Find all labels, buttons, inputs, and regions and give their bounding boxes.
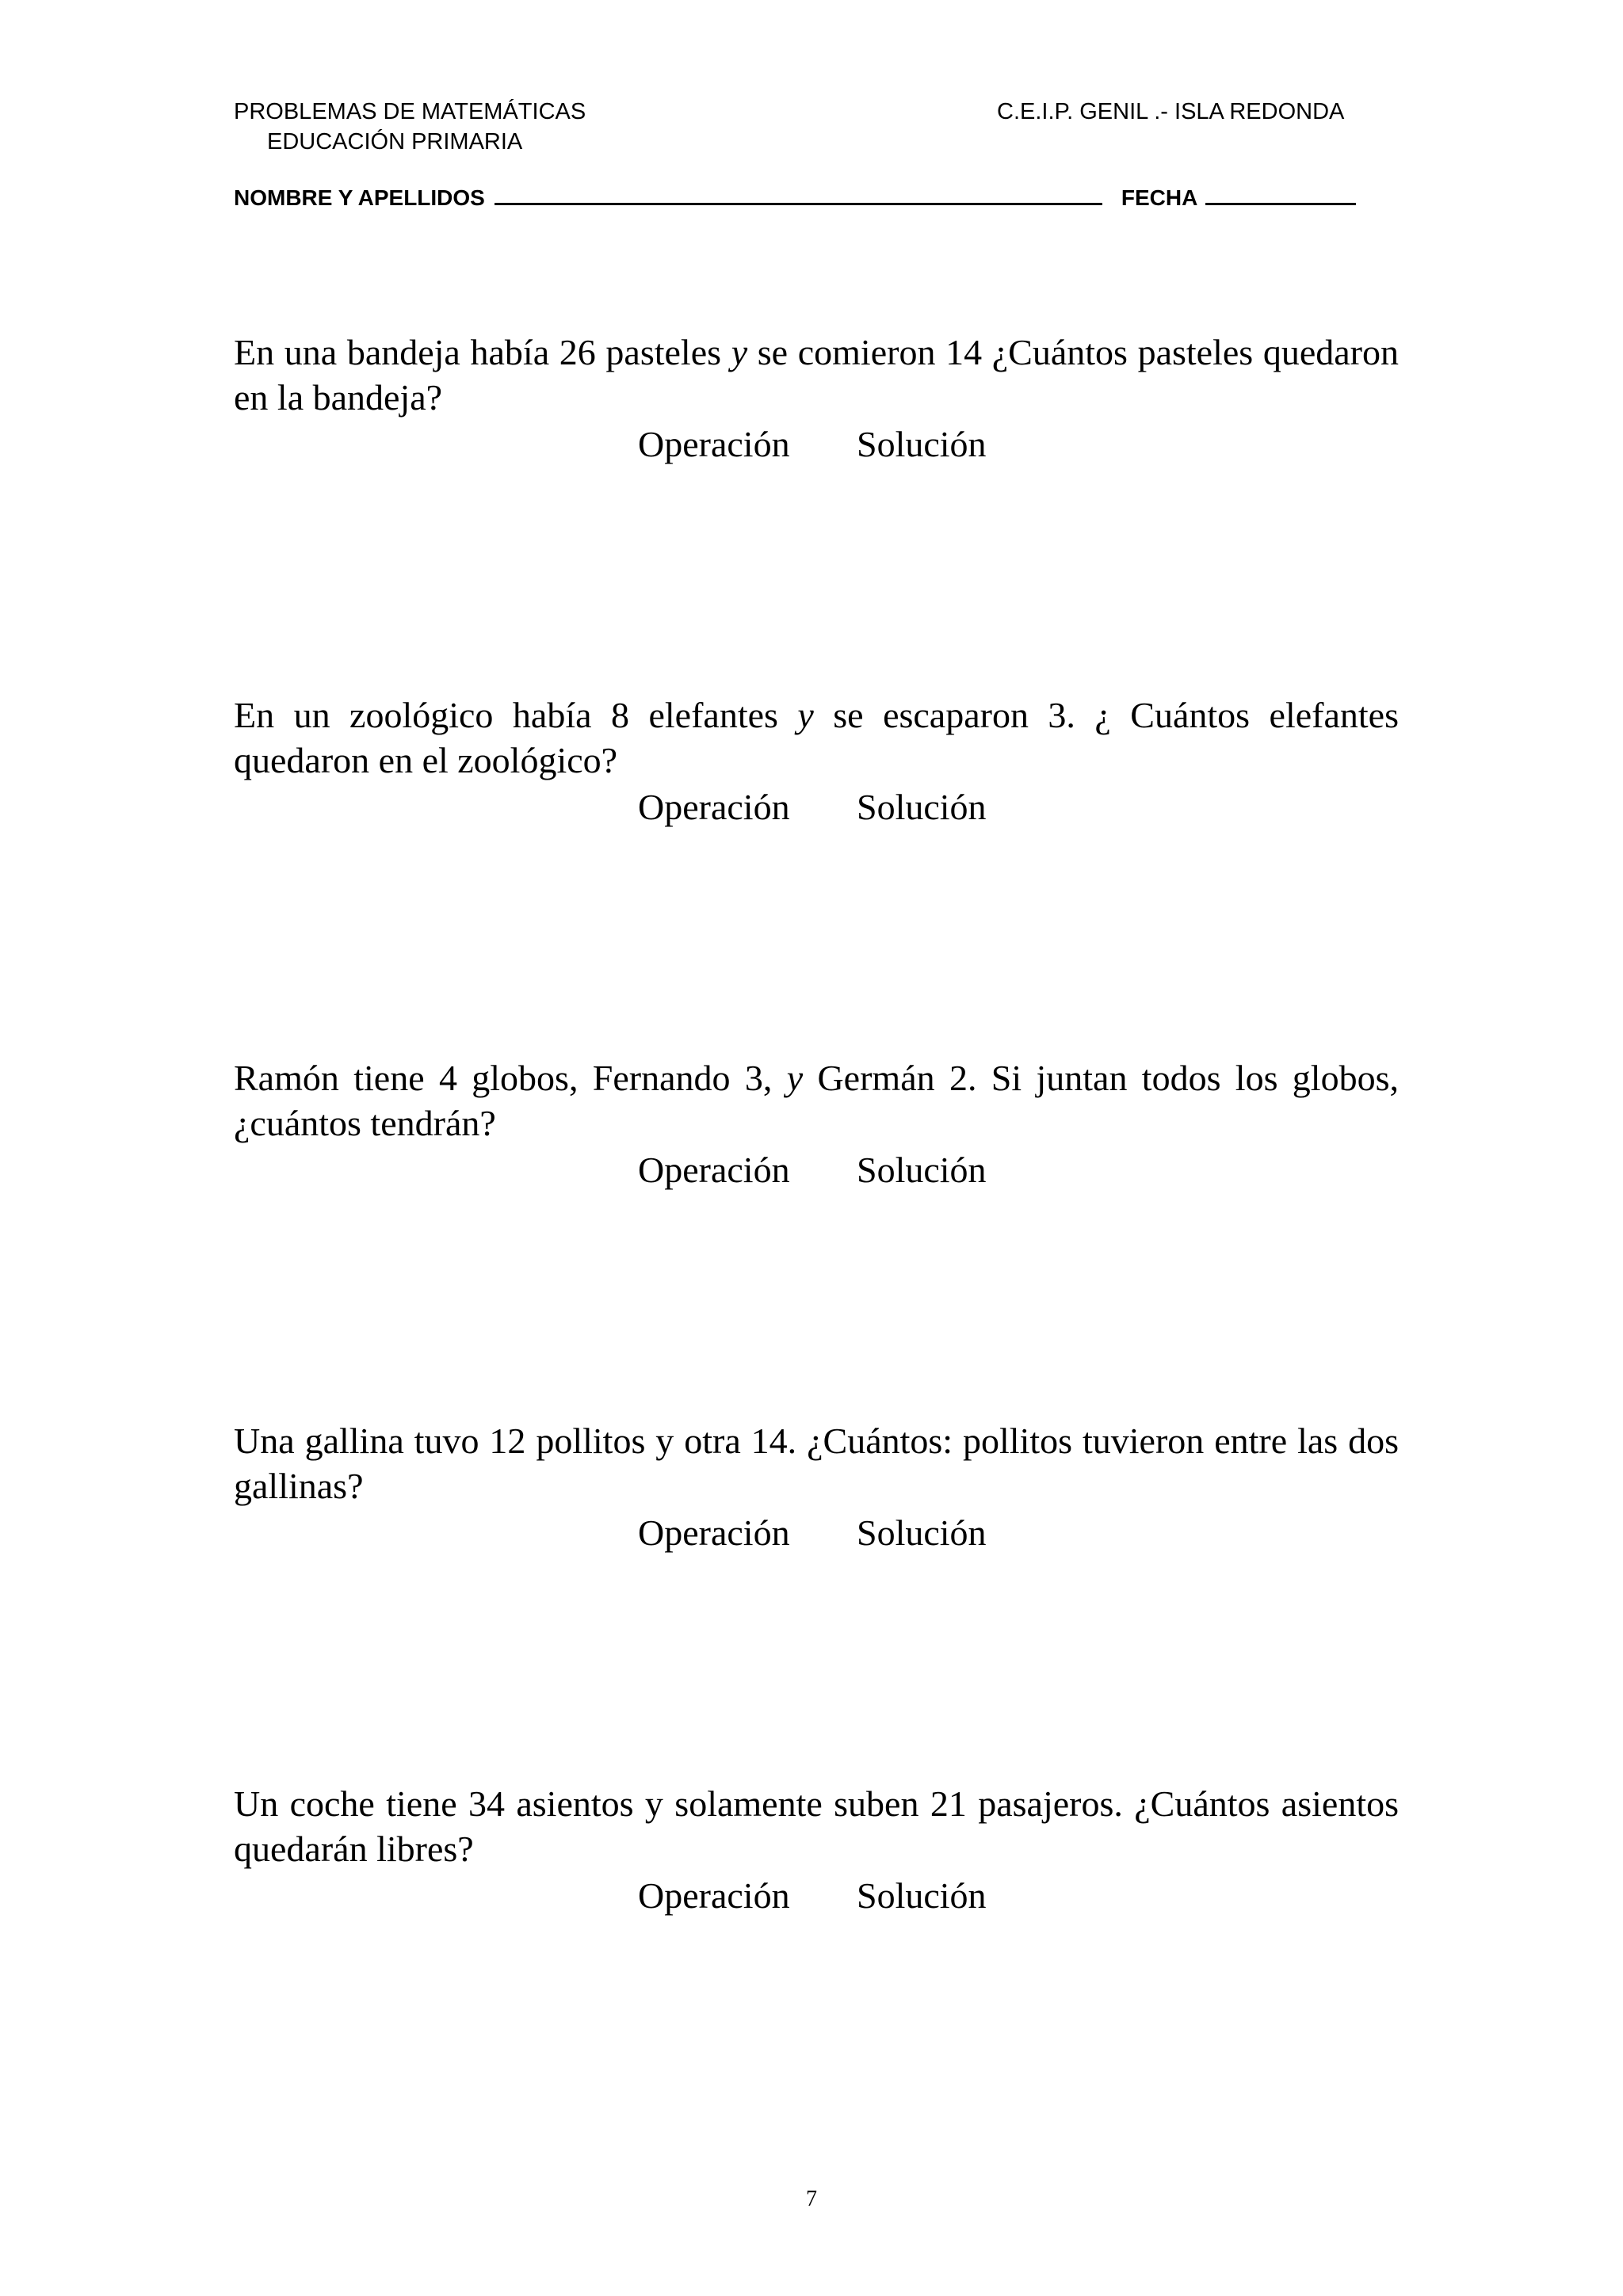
operation-label: Operación — [638, 1875, 790, 1916]
solution-label: Solución — [857, 1150, 987, 1190]
problem-statement: Un coche tiene 34 asientos y solamente suben 21 pasajeros. ¿Cuántos asientos quedarán libres? — [234, 1783, 1399, 1869]
problem-3 — [234, 1055, 1399, 1192]
problem-statement: En una bandeja había 26 pasteles y se comieron 14 ¿Cuántos pasteles quedaron en la bandeja? — [234, 332, 1400, 418]
problem-5 — [234, 1781, 1399, 1918]
operation-label: Operación — [638, 424, 790, 464]
solution-label: Solución — [857, 1512, 987, 1553]
problem-statement: En un zoológico había 8 elefantes y se escaparon 3. ¿ Cuántos elefantes quedaron en el zoológico? — [234, 695, 1399, 780]
operation-label: Operación — [638, 787, 790, 827]
date-label: FECHA — [1121, 185, 1198, 210]
date-blank-line[interactable] — [1205, 182, 1356, 205]
problem-4 — [234, 1418, 1399, 1555]
answer-labels — [234, 784, 1399, 830]
name-blank-line[interactable] — [495, 182, 1102, 205]
student-info-row — [234, 182, 1396, 213]
answer-labels — [234, 1147, 1399, 1192]
operation-label: Operación — [638, 1512, 790, 1553]
problem-1 — [234, 330, 1399, 467]
header-subtitle: EDUCACIÓN PRIMARIA — [267, 129, 523, 154]
problem-2 — [234, 692, 1399, 830]
operation-label: Operación — [638, 1150, 790, 1190]
problem-statement: Una gallina tuvo 12 pollitos y otra 14. ¿Cuántos: pollitos tuvieron entre las dos gallinas? — [234, 1421, 1399, 1506]
header-left — [234, 97, 586, 157]
name-label: NOMBRE Y APELLIDOS — [234, 185, 485, 210]
answer-labels — [234, 1873, 1399, 1918]
answer-labels — [234, 1510, 1399, 1555]
solution-label: Solución — [857, 787, 987, 827]
solution-label: Solución — [857, 1875, 987, 1916]
page-number: 7 — [806, 2187, 817, 2211]
solution-label: Solución — [857, 424, 987, 464]
answer-labels — [234, 421, 1399, 467]
problem-statement: Ramón tiene 4 globos, Fernando 3, y Germán 2. Si juntan todos los globos, ¿cuántos tendrán? — [234, 1058, 1399, 1143]
header-title: PROBLEMAS DE MATEMÁTICAS — [234, 99, 586, 124]
school-name: C.E.I.P. GENIL .- ISLA REDONDA — [997, 99, 1345, 124]
